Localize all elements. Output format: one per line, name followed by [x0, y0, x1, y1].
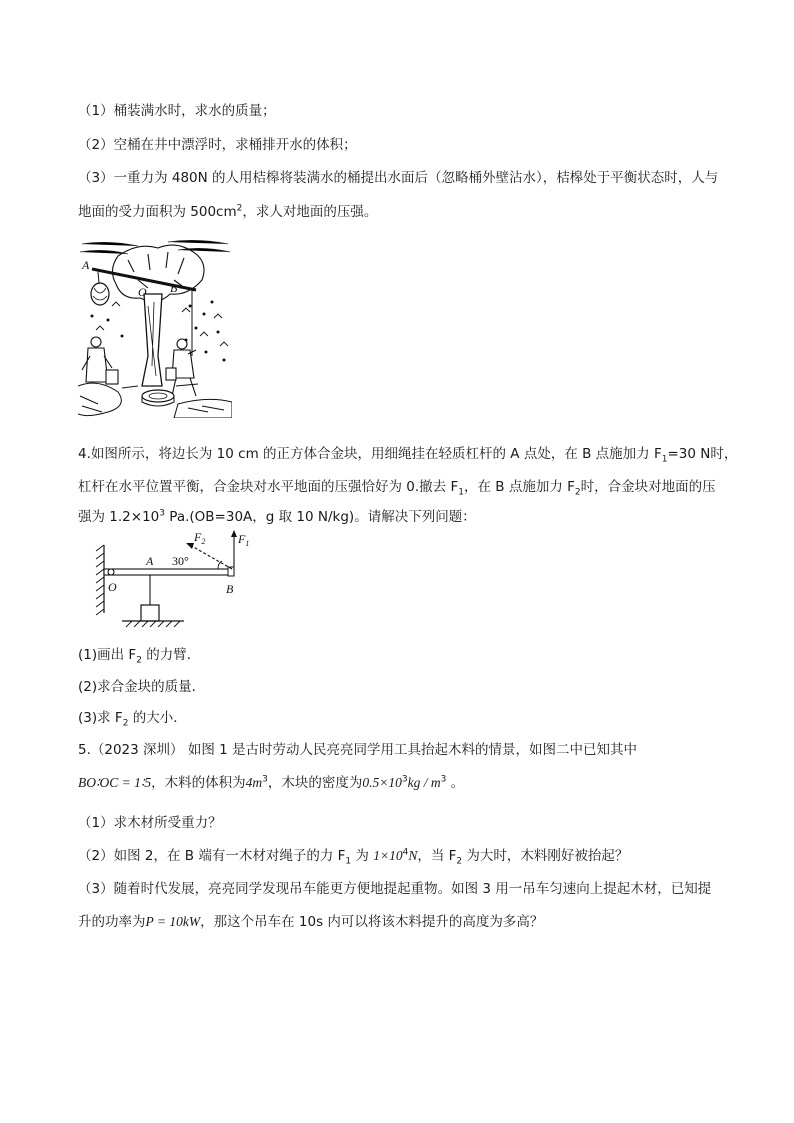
problem4-sub2: (2)求合金块的质量．: [78, 679, 206, 695]
problem4-line3: 强为 $1.2\times 10^3$ Pa.(OB=30A，g 取 10 N/kg)。请解决下列问题：: [78, 508, 476, 525]
problem5-q2: （2）如图 2，在 B 端有一木材对绳子的力 $F_1$ 为 $1\times 10^4N$，当 $F_2$ 为大时，木料刚好被抬起？: [78, 847, 629, 867]
problem3-q2: （2）空桶在井中漂浮时，求桶排开水的体积；: [78, 137, 357, 153]
label-b: B: [170, 281, 178, 295]
label-a: A: [146, 554, 154, 568]
problem5-q1: （1）求木材所受重力？: [78, 815, 222, 831]
label-f1-sub: 1: [245, 539, 250, 548]
problem3-q3-line1: （3）一重力为 480N 的人用桔槔将装满水的桶提出水面后（忽略桶外壁沾水），桔槔处于平衡状态时，人与: [78, 170, 719, 186]
ratio-formula: BO∶OC = 1∶5: [78, 775, 152, 790]
problem5-line2: BO∶OC = 1∶5，木料的体积为$4m^3$，木块的密度为$0.5\times 10^3kg / m^3$ 。: [78, 774, 465, 791]
problem5-q3-line1: （3）随着时代发展，亮亮同学发现吊车能更方便地提起重物。如图 3 用一吊车匀速向上提起木材，已知提: [78, 881, 712, 897]
problem4-sub1: (1)画出 $F_2$ 的力臂．: [78, 647, 201, 666]
label-a: A: [82, 258, 90, 272]
label-f2: F: [194, 530, 202, 544]
lever-diagram: [94, 527, 254, 635]
power-formula: P = 10kW: [145, 914, 201, 929]
label-f1: F: [238, 532, 246, 546]
problem5-line1: 5.（2023 深圳） 如图 1 是古时劳动人民亮亮同学用工具抬起木料的情景，如图二中已知其中: [78, 742, 637, 758]
label-o: O: [108, 580, 117, 594]
problem3-q3-line2: 地面的受力面积为 $500cm^2$，求人对地面的压强。: [78, 203, 378, 220]
label-f2-sub: 2: [201, 537, 206, 546]
problem3-q1: （1）桶装满水时，求水的质量；: [78, 103, 276, 119]
label-b: B: [226, 582, 234, 596]
problem4-line2: 杠杆在水平位置平衡，合金块对水平地面的压强恰好为 0.撤去 $F_1$，在 B 点施加力 $F_2$时，合金块对地面的压: [78, 479, 716, 498]
well-sweep-illustration: [78, 236, 232, 418]
svg-text:F2: [193, 530, 205, 546]
label-o: O: [138, 285, 147, 299]
svg-text:F1: [237, 532, 249, 548]
label-angle: 30°: [172, 554, 189, 568]
problem4-line1: 4.如图所示，将边长为 10 cm 的正方体合金块，用细绳挂在轻质杠杆的 A 点处，在 B 点施加力 $F_1=30$ N时，: [78, 446, 738, 465]
problem5-q3-line2: 升的功率为P = 10kW，那这个吊车在 10s 内可以将该木料提升的高度为多高？: [78, 914, 544, 930]
problem4-sub3: (3)求 $F_2$ 的大小．: [78, 710, 187, 729]
